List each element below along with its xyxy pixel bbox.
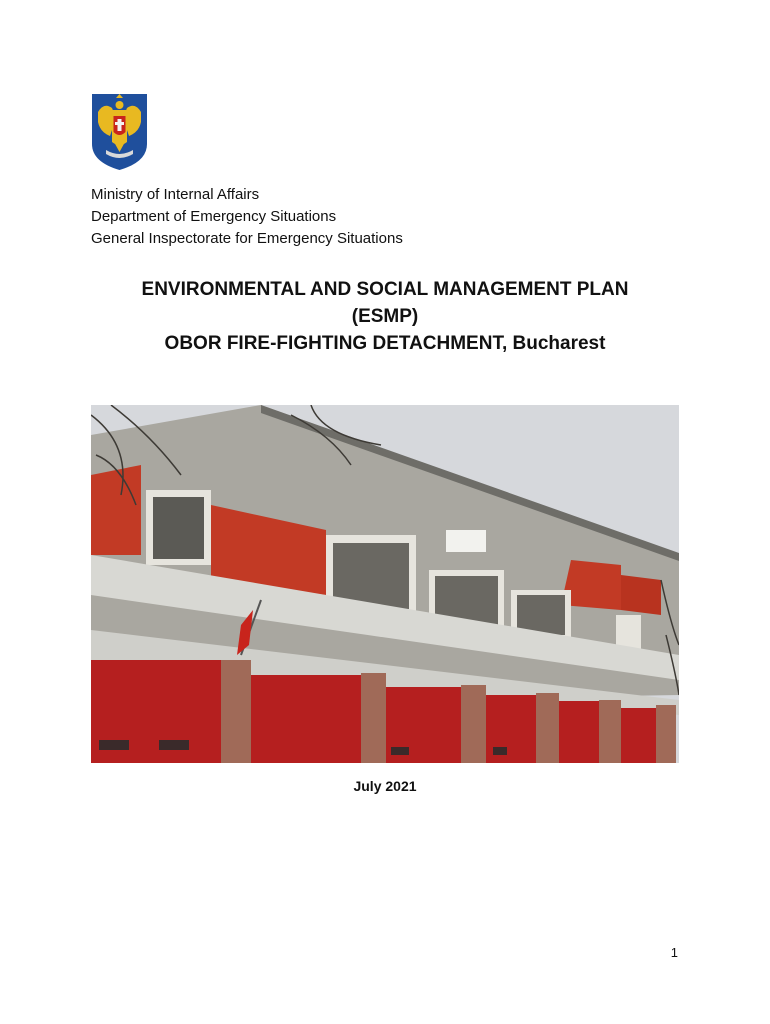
ministry-name: Ministry of Internal Affairs xyxy=(91,186,260,203)
inspectorate-name: General Inspectorate for Emergency Situations xyxy=(91,230,403,247)
title-line-subject: OBOR FIRE-FIGHTING DETACHMENT, Bucharest xyxy=(164,333,606,354)
fire-station-photo xyxy=(91,405,679,763)
title-line-main: ENVIRONMENTAL AND SOCIAL MANAGEMENT PLAN xyxy=(141,279,629,300)
emblem-icon xyxy=(90,92,149,172)
document-date: July 2021 xyxy=(353,778,417,794)
organization-block xyxy=(91,184,403,250)
document-title xyxy=(0,276,770,357)
title-line-acronym: (ESMP) xyxy=(351,306,419,327)
department-name: Department of Emergency Situations xyxy=(91,208,337,225)
page-number: 1 xyxy=(670,945,678,960)
